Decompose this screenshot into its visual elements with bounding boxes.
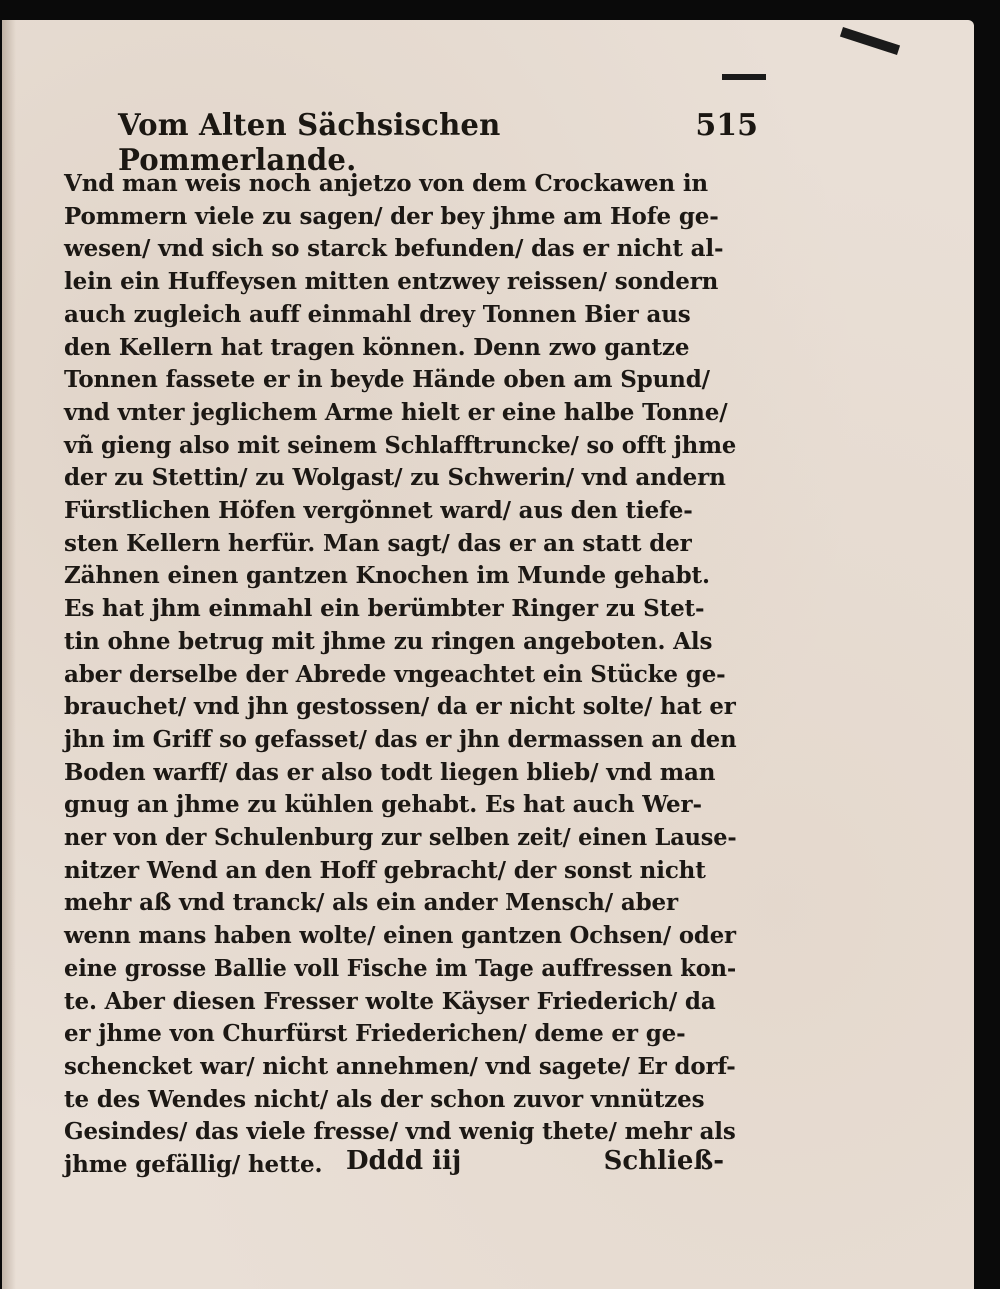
text-line: wenn mans haben wolte/ einen gantzen Ochsen/ oder: [64, 922, 736, 950]
text-line: jhme gefällig/ hette.: [64, 1151, 323, 1179]
running-title: Vom Alten Sächsischen Pommerlande.: [118, 108, 501, 178]
text-line: tin ohne betrug mit jhme zu ringen angeboten. Als: [64, 627, 713, 655]
text-line: er jhme von Churfürst Friederichen/ deme er ge-: [64, 1020, 686, 1048]
text-line: wesen/ vnd sich so starck befunden/ das er nicht al-: [64, 235, 724, 263]
text-line: te des Wendes nicht/ als der schon zuvor vnnützes: [64, 1085, 705, 1113]
text-line: Tonnen fassete er in beyde Hände oben am Spund/: [64, 366, 710, 394]
page-number: 515: [695, 108, 758, 143]
text-line: auch zugleich auff einmahl drey Tonnen Bier aus: [64, 300, 691, 328]
text-line: Es hat jhm einmahl ein berümbter Ringer zu Stet-: [64, 595, 705, 623]
text-line: te. Aber diesen Fresser wolte Käyser Friederich/ da: [64, 987, 716, 1015]
text-line: lein ein Huffeysen mitten entzwey reissen/ sondern: [64, 268, 719, 296]
text-line: nitzer Wend an den Hoff gebracht/ der sonst nicht: [64, 856, 706, 884]
text-line: aber derselbe der Abrede vngeachtet ein Stücke ge-: [64, 660, 726, 688]
text-line: der zu Stettin/ zu Wolgast/ zu Schwerin/ vnd andern: [64, 464, 726, 492]
text-line: schencket war/ nicht annehmen/ vnd sagete/ Er dorf-: [64, 1052, 736, 1080]
text-line: jhn im Griff so gefasset/ das er jhn dermassen an den: [64, 725, 737, 753]
text-line: Fürstlichen Höfen vergönnet ward/ aus den tiefe-: [64, 497, 693, 525]
text-line: Vnd man weis noch anjetzo von dem Crockawen in: [64, 170, 708, 197]
text-line: mehr aß vnd tranck/ als ein ander Mensch/ aber: [64, 889, 678, 917]
text-line: vñ gieng also mit seinem Schlafftruncke/ so offt jhme: [64, 431, 737, 459]
signature-mark: Dddd iij: [346, 1146, 462, 1176]
text-line: eine grosse Ballie voll Fische im Tage auffressen kon-: [64, 954, 737, 982]
text-line: vnd vnter jeglichem Arme hielt er eine halbe Tonne/: [64, 398, 728, 426]
text-line: den Kellern hat tragen können. Denn zwo gantze: [64, 333, 690, 361]
text-line: Boden warff/ das er also todt liegen blieb/ vnd man: [64, 758, 716, 786]
spine-shadow: [2, 20, 16, 1289]
text-line: Gesindes/ das viele fresse/ vnd wenig thete/ mehr als: [64, 1118, 736, 1146]
text-line: gnug an jhme zu kühlen gehabt. Es hat auch Wer-: [64, 791, 702, 819]
body-text: [64, 168, 736, 1182]
text-line: ner von der Schulenburg zur selben zeit/ einen Lause-: [64, 824, 737, 852]
edge-mark-small: [722, 74, 766, 80]
text-line: Zähnen einen gantzen Knochen im Munde gehabt.: [64, 562, 710, 590]
text-line: brauchet/ vnd jhn gestossen/ da er nicht solte/ hat er: [64, 693, 736, 721]
text-line: sten Kellern herfür. Man sagt/ das er an statt der: [64, 529, 692, 557]
text-line: Pommern viele zu sagen/ der bey jhme am Hofe ge-: [64, 202, 719, 230]
catchword: Schließ-: [603, 1146, 724, 1176]
